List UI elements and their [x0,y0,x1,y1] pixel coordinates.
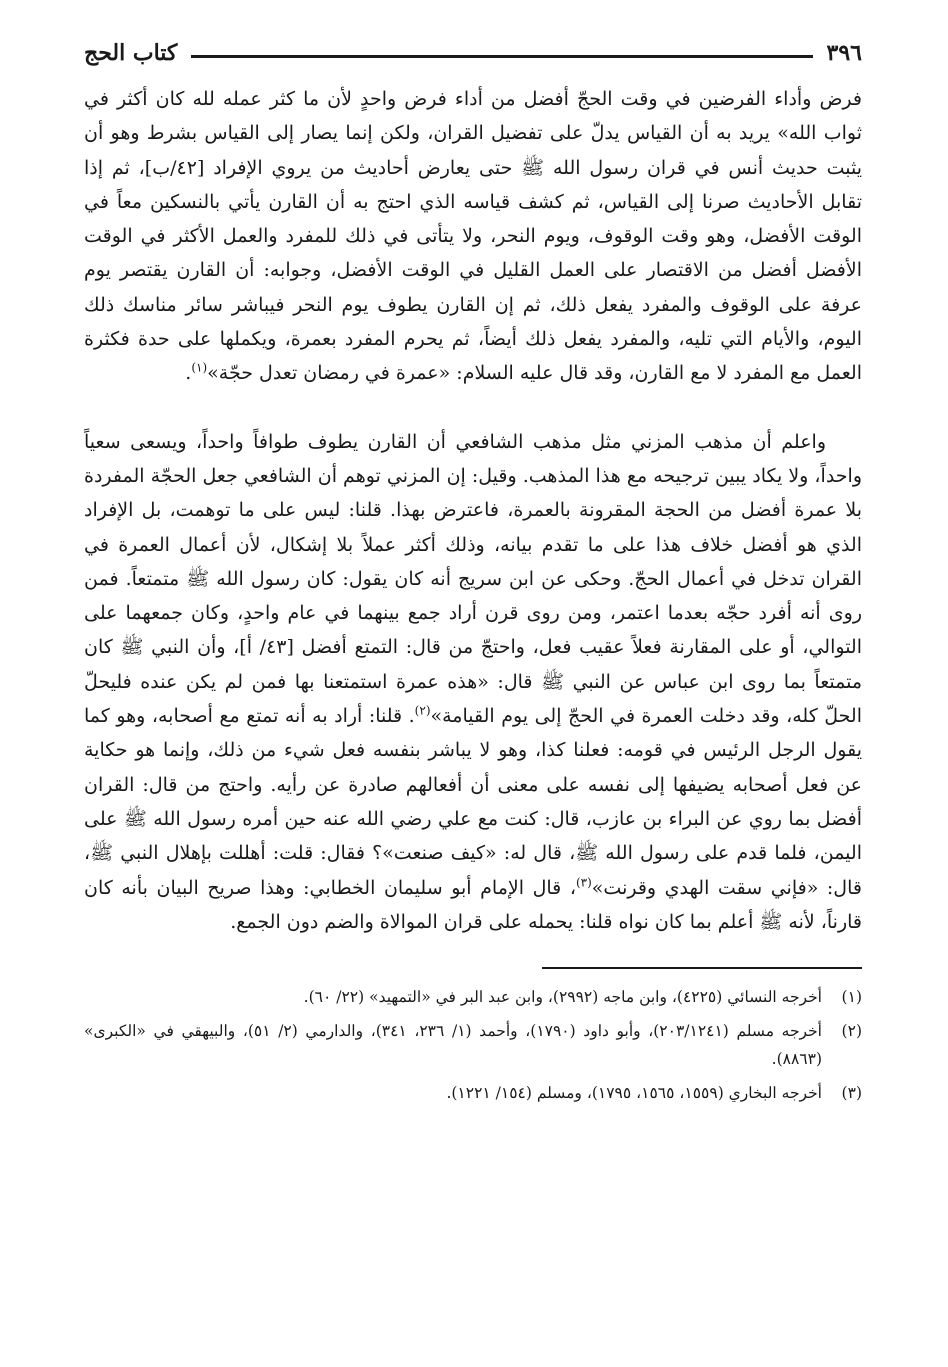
footnote-text: أخرجه النسائي (٤٢٢٥)، وابن ماجه (٢٩٩٢)، وابن عبد البر في «التمهيد» (٢٢/ ٦٠). [303,987,822,1006]
footnote-number: (٢) [841,1021,862,1040]
footnote-text: أخرجه البخاري (١٥٥٩، ١٥٦٥، ١٧٩٥)، ومسلم (١٥٤/ ١٢٢١). [446,1083,822,1102]
header-rule [191,55,812,58]
page-number: ٣٩٦ [826,40,862,66]
footnote-number: (١) [841,987,862,1006]
footnote-1 [84,983,862,1011]
paragraph-2 [84,425,862,939]
book-title: كتاب الحج [84,40,178,66]
footnote-separator [542,967,862,969]
footnote-2 [84,1017,862,1073]
page-header [84,30,862,76]
paragraph-2-tail-2: ، قال الإمام أبو سليمان الخطابي: وهذا صريح البيان بأنه كان قارناً، لأنه ﷺ أعلم بما كان نواه قلنا: يحمله على قران الموالاة والضم دون الجمع. [84,876,862,933]
paragraph-2-text: واعلم أن مذهب المزني مثل مذهب الشافعي أن القارن يطوف طوافاً واحداً، ويسعى سعياً واحداً، ولا يكاد يبين ترجيحه مع هذا المذهب. وقيل: إن المزني توهم أن الشافعي جعل الحجّة المفردة بلا عمرة أفضل من الحجة المقرونة بالعمرة، فاعترض بهذا. قلنا: ليس على ما توهمت، بل الإفراد الذي هو أفضل خلاف هذا على ما تقدم بيانه، وذلك أكثر عملاً بلا إشكال، لأن أعمال العمرة في القران تدخل في أعمال الحجّ. وحكى عن ابن سريج أنه كان يقول: كان رسول الله ﷺ متمتعاً. فمن روى أنه أفرد حجّه بعدما اعتمر، ومن روى قرن أراد جمع بينهما في عام واحدٍ، وكان جمعهما على التوالي، أو على المقارنة فعلاً عقيب فعل، واحتجّ من قال: التمتع أفضل [٤٣/ أ]، وأن النبي ﷺ كان متمتعاً بما روى ابن عباس عن النبي ﷺ قال: «هذه عمرة استمتعنا بها فمن لم يكن عنده فليحلّ الحلّ كله، وقد دخلت العمرة في الحجّ إلى يوم القيامة» [84,430,862,728]
footnote-3 [84,1079,862,1107]
paragraph-1-tail: . [185,362,192,385]
footnote-ref-1[interactable]: (١) [191,361,208,376]
paragraph-2-tail: . قلنا: أراد به أنه تمتع مع أصحابه، وهو كما يقول الرجل الرئيس في قومه: فعلنا كذا، وهو لا يباشر بنفسه فعل شيء من ذلك، وإنما هو حكاية عن فعل أصحابه يضيفها إلى نفسه على معنى أن أفعالهم صادرة عن رأيه. واحتج من قال: القران أفضل بما روي عن البراء بن عازب، قال: كنت مع علي رضي الله عنه حين أمره رسول الله ﷺ على اليمن، فلما قدم على رسول الله ﷺ، قال له: «كيف صنعت»؟ فقال: قلت: أهللت بإهلال النبي ﷺ، قال: «فإني سقت الهدي وقرنت» [84,705,862,899]
main-text [84,82,862,939]
footnotes [84,983,862,1107]
footnote-text: أخرجه مسلم (٢٠٣/١٢٤١)، وأبو داود (١٧٩٠)، وأحمد (١/ ٢٣٦، ٣٤١)، والدارمي (٢/ ٥١)، والبيهقي في «الكبرى» (٨٨٦٣). [84,1021,822,1068]
paragraph-1 [84,82,862,391]
footnote-ref-2[interactable]: (٢) [414,703,431,718]
footnote-ref-3[interactable]: (٣) [575,875,592,890]
paragraph-1-text: فرض وأداء الفرضين في وقت الحجّ أفضل من أداء فرض واحدٍ لأن ما كثر عمله لله كان أكثر في ثواب الله» يريد به أن القياس يدلّ على تفضيل القران، ولكن إنما يصار إلى القياس بشرط وهو أن يثبت حديث أنس في قران رسول الله ﷺ حتى يعارض أحاديث من يروي الإفراد [٤٢/ب]، ثم إذا تقابل الأحاديث صرنا إلى القياس، ثم كشف قياسه الذي احتج به أن القارن يأتي بالنسكين معاً في الوقت الأفضل، وهو وقت الوقوف، ويوم النحر، ولا يتأتى في ذلك للمفرد والعمل الأكثر في الوقت الأفضل أفضل من الاقتصار على العمل القليل في الوقت الأفضل، وجوابه: أن القارن يقتصر يوم عرفة على الوقوف والمفرد يفعل ذلك، ثم إن القارن يطوف يوم النحر فيباشر سائر مناسك ذلك اليوم، والأيام التي تليه، والمفرد يفعل ذلك أيضاً، ثم يحرم المفرد بعمرة، ويكملها على حدة فكثرة العمل مع المفرد لا مع القارن، وقد قال عليه السلام: «عمرة في رمضان تعدل حجّة» [84,88,862,385]
footnote-number: (٣) [841,1083,862,1102]
